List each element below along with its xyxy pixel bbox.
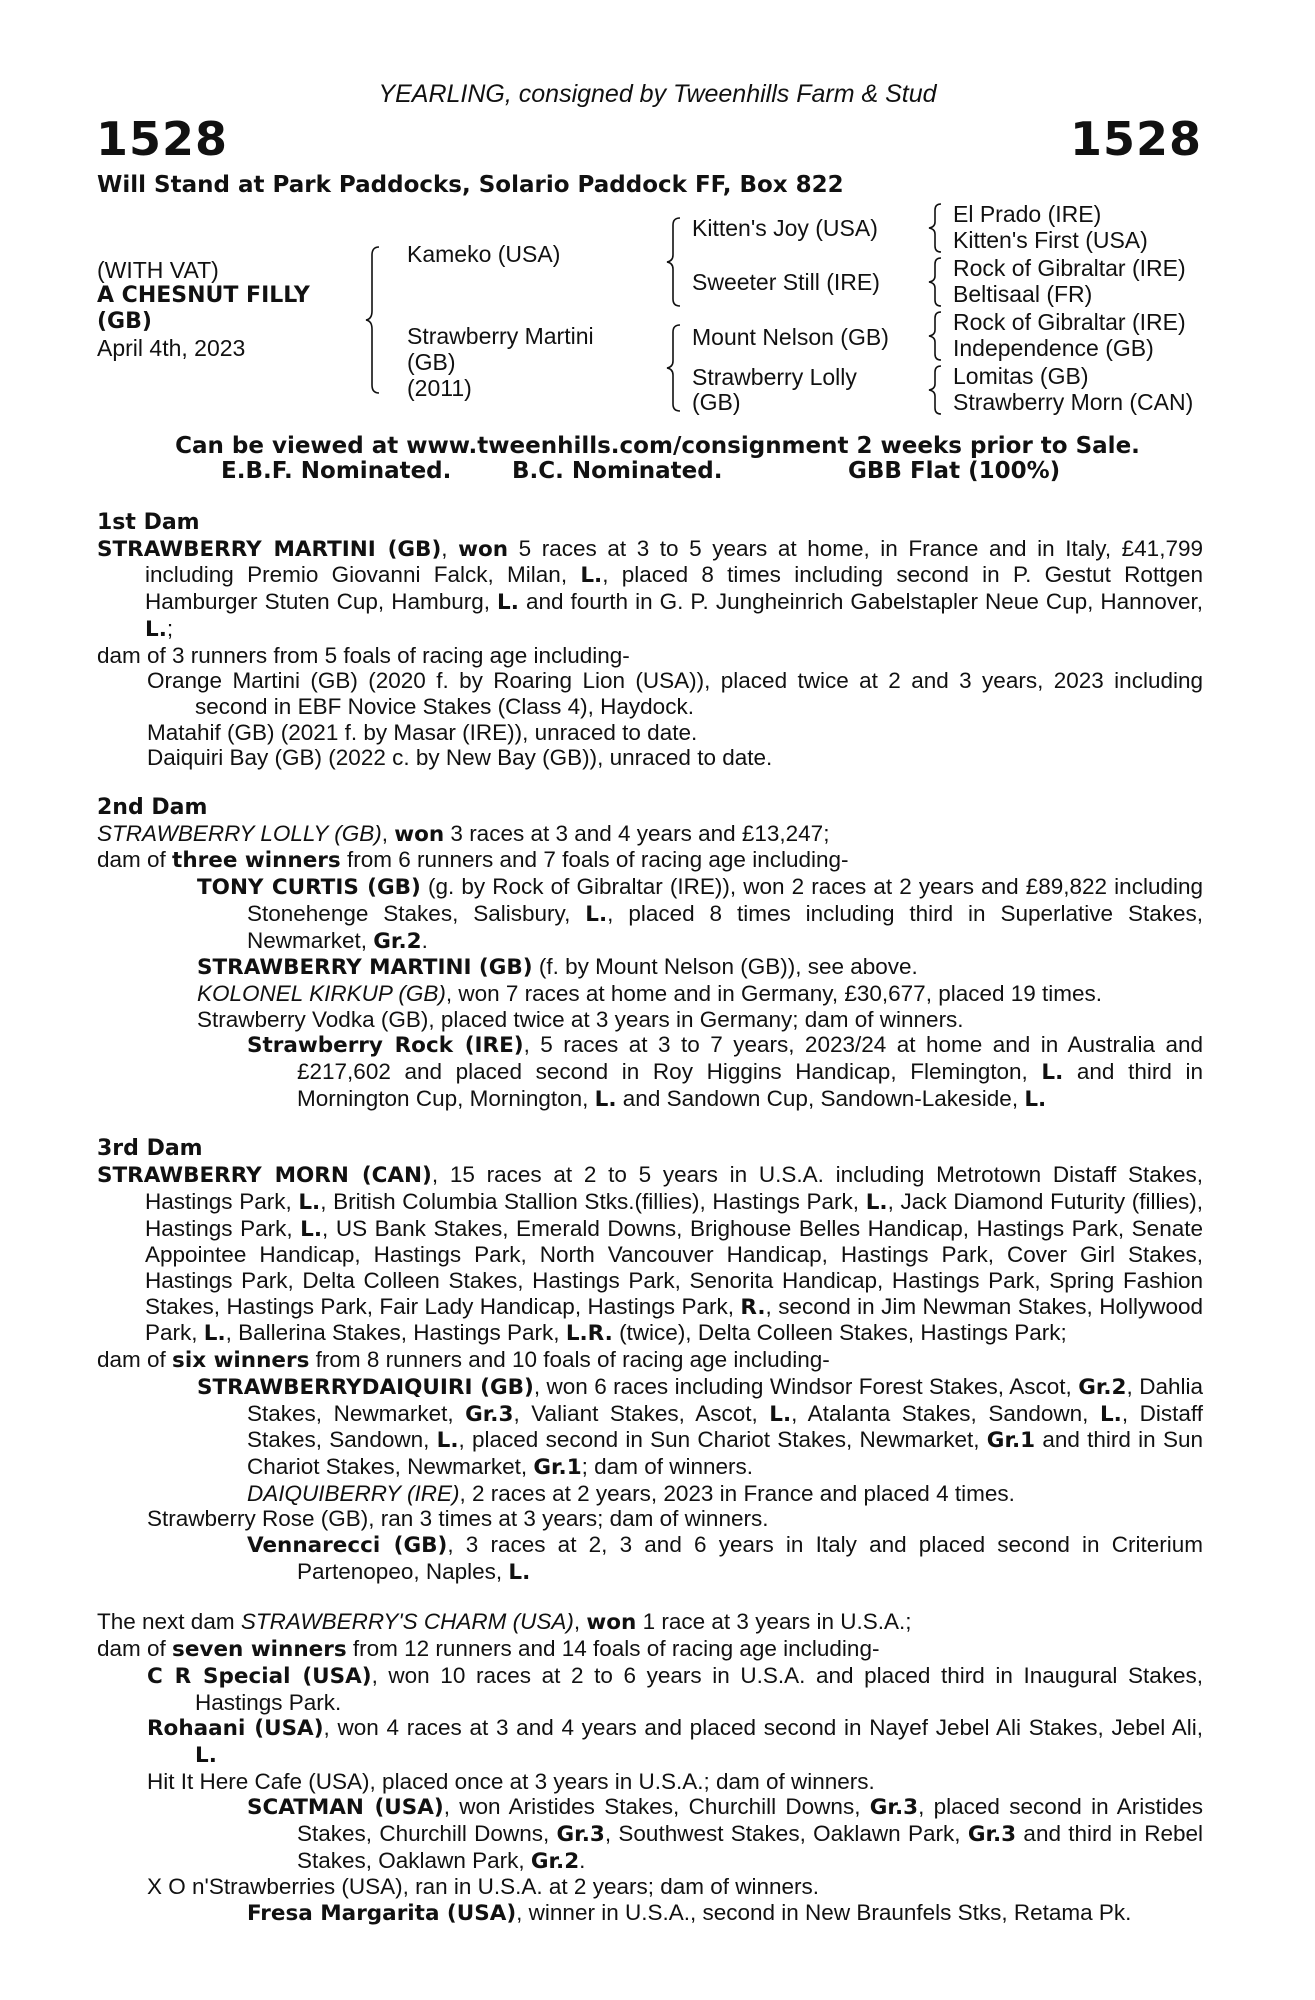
pedigree-entry xyxy=(97,1506,1203,1532)
lot-number-right: 1528 xyxy=(1069,112,1202,166)
bold-text: seven winners xyxy=(172,1637,347,1663)
pedigree-entry xyxy=(97,668,1203,719)
bold-text: Gr.1 xyxy=(986,1428,1036,1454)
dam-dam-origin: (GB) xyxy=(692,389,741,415)
pedigree-entry xyxy=(97,1532,1203,1585)
horse-name: A CHESNUT FILLY xyxy=(97,283,310,308)
pedigree-entry xyxy=(97,847,1203,874)
next-dam-section xyxy=(97,1609,1203,1926)
dam-history xyxy=(97,510,1203,1927)
entry-text: and third in Mornington Cup, Mornington, xyxy=(297,1059,1203,1111)
sire-sire-dam: Kitten's First (USA) xyxy=(953,227,1148,253)
brace-sire xyxy=(666,216,686,308)
bold-text: Strawberry Rock (IRE) xyxy=(247,1033,524,1059)
bold-text: Fresa Margarita (USA) xyxy=(247,1901,517,1927)
bold-text: L. xyxy=(1024,1086,1047,1112)
sire-dam: Sweeter Still (IRE) xyxy=(692,269,880,295)
bold-text: STRAWBERRYDAIQUIRI (GB) xyxy=(197,1374,534,1400)
second-dam-section xyxy=(97,795,1203,1112)
pedigree-entry xyxy=(97,1715,1203,1768)
dam-sire-sire: Rock of Gibraltar (IRE) xyxy=(953,309,1186,335)
sire-dam-sire: Rock of Gibraltar (IRE) xyxy=(953,255,1186,281)
pedigree-entry xyxy=(97,1794,1203,1874)
entry-text: (g. by Rock of Gibraltar (IRE)), won 2 races at 2 years and £89,822 including Stonehenge Stakes, Salisbury, xyxy=(247,874,1203,926)
bold-text: L. xyxy=(203,1321,226,1347)
entry-text: , 2 races at 2 years, 2023 in France and placed 4 times. xyxy=(459,1480,1015,1506)
entry-text: ; dam of winners. xyxy=(581,1453,753,1479)
bold-text: Gr.3 xyxy=(869,1795,919,1821)
bold-text: L. xyxy=(298,1189,321,1215)
entry-text: , won 4 races at 3 and 4 years and placed second in Nayef Jebel Ali Stakes, Jebel Ali, xyxy=(323,1715,1203,1741)
section-heading: 3rd Dam xyxy=(97,1136,203,1162)
entry-text: , Distaff Stakes, Sandown, xyxy=(247,1400,1203,1453)
entry-text: dam of xyxy=(97,847,173,873)
entry-text: , placed 8 times including second in P. Gestut Rottgen Hamburger Stuten Cup, Hamburg, xyxy=(145,562,1203,615)
dam-sire-dam: Independence (GB) xyxy=(953,335,1154,361)
brace-dam xyxy=(666,323,686,413)
entry-text: from 12 runners and 14 foals of racing age including- xyxy=(346,1636,880,1662)
entry-text: , Atalanta Stakes, Sandown, xyxy=(791,1400,1100,1426)
gbb-status: GBB Flat (100%) xyxy=(848,458,1061,484)
entry-text: (f. by Mount Nelson (GB)), see above. xyxy=(532,954,918,980)
pedigree-entry xyxy=(97,643,1203,669)
stand-location: Will Stand at Park Paddocks, Solario Paddock FF, Box 822 xyxy=(97,172,844,198)
bold-text: Gr.3 xyxy=(465,1401,514,1427)
entry-text: , won 7 races at home and in Germany, £30,677, placed 19 times. xyxy=(445,980,1103,1006)
pedigree-entry xyxy=(97,1663,1203,1715)
bold-text: L. xyxy=(585,901,608,927)
brace-sd xyxy=(928,256,946,308)
vat-note: (WITH VAT) xyxy=(97,257,219,283)
bold-text: L. xyxy=(436,1428,459,1454)
bold-text: Gr.2 xyxy=(1078,1374,1127,1400)
bold-text: won xyxy=(394,821,445,847)
entry-text: , Ballerina Stakes, Hastings Park, xyxy=(225,1320,566,1346)
entry-text: from 8 runners and 10 foals of racing age including- xyxy=(309,1347,830,1373)
sire-dam-dam: Beltisaal (FR) xyxy=(953,281,1093,307)
dam-origin: (GB) xyxy=(407,349,456,375)
bold-text: STRAWBERRY MORN (CAN) xyxy=(97,1163,432,1189)
bold-text: Gr.3 xyxy=(556,1822,605,1848)
bold-text: L. xyxy=(769,1401,792,1427)
bold-text: L. xyxy=(145,616,167,642)
entry-text: , 3 races at 2, 3 and 6 years in Italy and placed second in Criterium Partenopeo, Naples, xyxy=(297,1532,1203,1584)
entry-text: , placed second in Sun Chariot Stakes, Newmarket, xyxy=(458,1427,987,1453)
bold-text: STRAWBERRY MARTINI (GB) xyxy=(197,955,533,981)
entry-text: and Sandown Cup, Sandown-Lakeside, xyxy=(616,1085,1025,1111)
bold-text: Gr.2 xyxy=(530,1848,580,1874)
italic-text: STRAWBERRY'S CHARM (USA) xyxy=(240,1609,574,1635)
pedigree-entry xyxy=(97,954,1203,981)
pedigree-entry xyxy=(97,745,1203,771)
entry-text: 3 races at 3 and 4 years and £13,247; xyxy=(444,820,830,846)
entry-text: , xyxy=(441,535,459,561)
pedigree-entry xyxy=(97,1347,1203,1374)
entry-text: , Southwest Stakes, Oaklawn Park, xyxy=(604,1821,968,1847)
bold-text: three winners xyxy=(172,848,341,874)
entry-text: , won 6 races including Windsor Forest Stakes, Ascot, xyxy=(533,1373,1079,1399)
entry-text: , xyxy=(381,820,395,846)
consignment-line: YEARLING, consigned by Tweenhills Farm & Stud xyxy=(378,80,937,108)
bold-text: L. xyxy=(1041,1060,1064,1086)
entry-text: , 15 races at 2 to 5 years in U.S.A. including Metrotown Distaff Stakes, Hastings Park, xyxy=(145,1162,1203,1214)
bold-text: Gr.1 xyxy=(533,1454,582,1480)
entry-text: , British Columbia Stallion Stks.(fillies), Hastings Park, xyxy=(320,1188,866,1214)
bc-nomination: B.C. Nominated. xyxy=(512,458,723,484)
bold-text: L. xyxy=(865,1189,888,1215)
brace-ds xyxy=(928,310,946,362)
bold-text: TONY CURTIS (GB) xyxy=(197,875,421,901)
sire-name: Kameko (USA) xyxy=(407,241,561,267)
entry-text: Matahif (GB) (2021 f. by Masar (IRE)), unraced to date. xyxy=(147,719,698,745)
bold-text: Rohaani (USA) xyxy=(147,1716,324,1742)
foaling-date: April 4th, 2023 xyxy=(97,335,246,361)
entry-text: , US Bank Stakes, Emerald Downs, Brighouse Belles Handicap, Hastings Park, Senate Appointee Handicap, Hastings Park, North Vancouver Handicap, Hastings Park, Cover Girl Stakes, Hastings Park, Delta Colleen Stakes, Hastings Park, Senorita Handicap, Hastings Park, Spring Fashion Stakes, Hastings Park, Fair Lady Handicap, Hastings Park, xyxy=(145,1215,1203,1319)
bold-text: six winners xyxy=(172,1348,310,1374)
bold-text: Vennarecci (GB) xyxy=(247,1533,448,1559)
entry-text: and fourth in G. P. Jungheinrich Gabelstapler Neue Cup, Hannover, xyxy=(518,589,1203,615)
dam-year: (2011) xyxy=(407,375,472,401)
entry-text: , second in Jim Newman Stakes, Hollywood Park, xyxy=(145,1293,1204,1346)
section-heading: 1st Dam xyxy=(97,510,200,535)
pedigree-entry xyxy=(97,720,1203,746)
pedigree-entry xyxy=(97,1769,1203,1795)
entry-text: , placed second in Aristides Stakes, Churchill Downs, xyxy=(297,1794,1203,1847)
entry-text: Strawberry Rose (GB), ran 3 times at 3 years; dam of winners. xyxy=(147,1506,769,1532)
entry-text: Daiquiri Bay (GB) (2022 c. by New Bay (GB)), unraced to date. xyxy=(147,745,773,771)
entry-text: Hit It Here Cafe (USA), placed once at 3 years in U.S.A.; dam of winners. xyxy=(147,1768,875,1794)
bold-text: R. xyxy=(740,1294,766,1320)
third-dam-section xyxy=(97,1136,1203,1585)
bold-text: L. xyxy=(300,1216,323,1242)
bold-text: L. xyxy=(594,1086,617,1112)
pedigree-entry xyxy=(97,981,1203,1007)
entry-text: , Jack Diamond Futurity (fillies), Hastings Park, xyxy=(145,1188,1203,1241)
italic-text: KOLONEL KIRKUP (GB) xyxy=(197,980,446,1006)
bold-text: C R Special (USA) xyxy=(147,1663,372,1689)
italic-text: STRAWBERRY LOLLY (GB) xyxy=(97,820,382,846)
bold-text: L. xyxy=(1099,1401,1122,1427)
bold-text: L. xyxy=(580,563,603,589)
pedigree-entry xyxy=(97,1162,1203,1347)
entry-text: The next dam xyxy=(97,1609,241,1635)
entry-text: and third in Rebel Stakes, Oaklawn Park, xyxy=(297,1821,1203,1873)
bold-text: SCATMAN (USA) xyxy=(247,1795,444,1821)
dam-dam-dam: Strawberry Morn (CAN) xyxy=(953,389,1194,415)
viewing-notice: Can be viewed at www.tweenhills.com/consignment 2 weeks prior to Sale. xyxy=(175,433,1140,459)
bold-text: won xyxy=(586,1610,637,1636)
dam-sire: Mount Nelson (GB) xyxy=(692,324,889,350)
entry-text: (twice), Delta Colleen Stakes, Hastings Park; xyxy=(612,1320,1067,1346)
sire-sire-sire: El Prado (IRE) xyxy=(953,201,1102,227)
bold-text: L. xyxy=(497,590,519,616)
dam-dam-sire: Lomitas (GB) xyxy=(953,363,1089,389)
pedigree-entry xyxy=(97,1900,1203,1927)
entry-text: , xyxy=(573,1609,587,1635)
section-heading: 2nd Dam xyxy=(97,795,208,821)
pedigree-entry xyxy=(97,1007,1203,1033)
entry-text: , Dahlia Stakes, Newmarket, xyxy=(247,1373,1203,1426)
entry-text: dam of xyxy=(97,1636,173,1662)
pedigree-entry xyxy=(97,1481,1203,1507)
brace-dd xyxy=(928,364,946,416)
entry-text: , placed 8 times including third in Superlative Stakes, Newmarket, xyxy=(247,900,1204,953)
entry-text: 5 races at 3 to 5 years at home, in France and in Italy, £41,799 including Premio Giovanni Falck, Milan, xyxy=(145,535,1203,588)
lot-number-left: 1528 xyxy=(96,112,229,166)
pedigree-entry xyxy=(97,1609,1203,1636)
entry-text: , winner in U.S.A., second in New Braunfels Stks, Retama Pk. xyxy=(516,1900,1132,1926)
entry-text: , Valiant Stakes, Ascot, xyxy=(513,1400,770,1426)
ebf-nomination: E.B.F. Nominated. xyxy=(221,458,452,484)
first-dam-section xyxy=(97,510,1203,771)
bold-text: won xyxy=(458,536,509,562)
pedigree-entry xyxy=(97,1874,1203,1900)
entry-text: . xyxy=(579,1847,586,1873)
dam-name: Strawberry Martini xyxy=(407,323,594,349)
entry-text: 1 race at 3 years in U.S.A.; xyxy=(636,1609,912,1635)
bold-text: Gr.2 xyxy=(373,928,422,954)
entry-text: , won Aristides Stakes, Churchill Downs, xyxy=(443,1794,870,1820)
entry-text: Orange Martini (GB) (2020 f. by Roaring Lion (USA)), placed twice at 2 and 3 years, 2023 including second in EBF Novice Stakes (Class 4), Haydock. xyxy=(147,668,1203,719)
brace-ss xyxy=(928,202,946,254)
entry-text: Strawberry Vodka (GB), placed twice at 3 years in Germany; dam of winners. xyxy=(197,1006,964,1032)
pedigree-entry xyxy=(97,1032,1203,1112)
pedigree-entry xyxy=(97,536,1203,643)
bold-text: L. xyxy=(195,1742,217,1768)
sire-sire: Kitten's Joy (USA) xyxy=(692,215,878,241)
pedigree-entry xyxy=(97,821,1203,848)
brace-main xyxy=(365,245,387,395)
entry-text: . xyxy=(421,927,428,953)
entry-text: from 6 runners and 7 foals of racing age including- xyxy=(340,847,849,873)
entry-text: and third in Sun Chariot Stakes, Newmarket, xyxy=(247,1427,1203,1479)
dam-dam: Strawberry Lolly xyxy=(692,364,857,390)
italic-text: DAIQUIBERRY (IRE) xyxy=(247,1480,460,1506)
entry-text: dam of 3 runners from 5 foals of racing age including- xyxy=(97,642,630,668)
bold-text: L. xyxy=(508,1559,531,1585)
pedigree-entry xyxy=(97,1636,1203,1663)
horse-origin: (GB) xyxy=(97,309,152,334)
bold-text: Gr.3 xyxy=(967,1822,1017,1848)
entry-text: ; xyxy=(166,615,174,641)
entry-text: , 5 races at 3 to 7 years, 2023/24 at home and in Australia and £217,602 and placed second in Roy Higgins Handicap, Flemington, xyxy=(297,1032,1203,1085)
bold-text: STRAWBERRY MARTINI (GB) xyxy=(97,536,442,562)
entry-text: dam of xyxy=(97,1347,173,1373)
pedigree-entry xyxy=(97,1374,1203,1481)
entry-text: X O n'Strawberries (USA), ran in U.S.A. at 2 years; dam of winners. xyxy=(147,1874,820,1900)
entry-text: , won 10 races at 2 to 6 years in U.S.A. and placed third in Inaugural Stakes, Hastings Park. xyxy=(195,1662,1203,1715)
pedigree-entry xyxy=(97,874,1203,954)
bold-text: L.R. xyxy=(565,1321,613,1347)
